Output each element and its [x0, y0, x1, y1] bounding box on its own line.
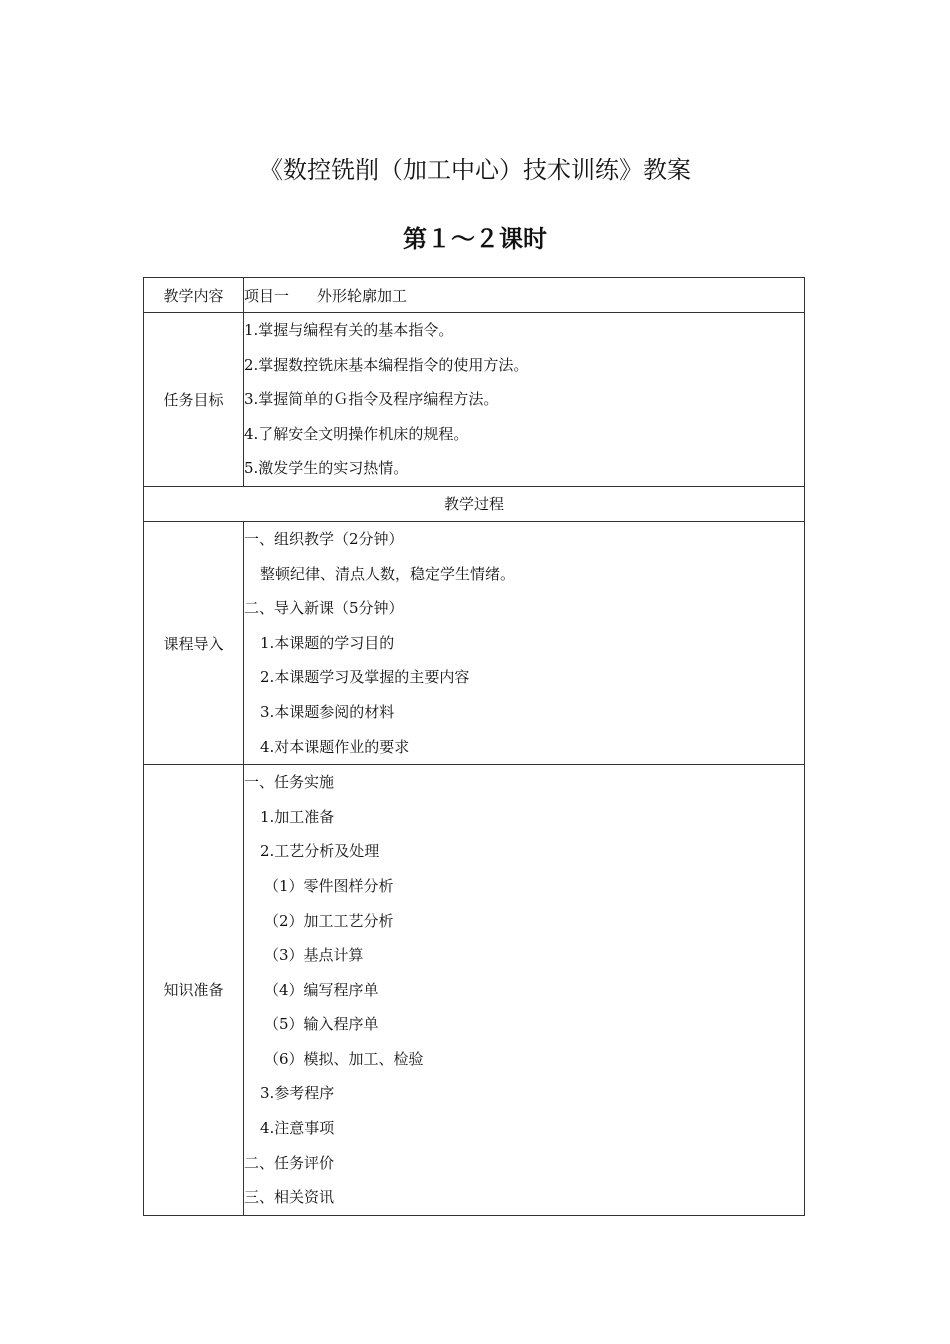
project-name: 外形轮廓加工 — [317, 286, 408, 305]
project-number: 项目一 — [244, 286, 290, 305]
intro-item: 3.本课题参阅的材料 — [260, 702, 395, 721]
goal-item: 5.激发学生的实习热情。 — [244, 459, 409, 478]
intro-item: 1.本课题的学习目的 — [260, 633, 395, 652]
intro-item: 二、导入新课（5分钟） — [244, 599, 404, 618]
intro-item: 4.对本课题作业的要求 — [260, 737, 410, 756]
knowledge-prep-label: 知识准备 — [144, 765, 244, 1216]
teaching-content-label: 教学内容 — [144, 278, 244, 313]
lesson-plan-table — [143, 277, 805, 1216]
table-row-process — [144, 486, 805, 521]
knowledge-item: （2）加工工艺分析 — [264, 911, 394, 930]
document-title: 《数控铣削（加工中心）技术训练》教案 — [259, 156, 691, 184]
intro-item: 一、组织教学（2分钟） — [244, 529, 404, 548]
knowledge-item: 一、任务实施 — [244, 773, 335, 792]
knowledge-item: 2.工艺分析及处理 — [260, 842, 380, 861]
intro-item: 整顿纪律、清点人数，稳定学生情绪。 — [260, 564, 516, 583]
task-goals-label: 任务目标 — [144, 313, 244, 487]
knowledge-item: 1.加工准备 — [260, 807, 335, 826]
goal-item: 3.掌握简单的Ｇ指令及程序编程方法。 — [244, 390, 499, 409]
goal-item: 4.了解安全文明操作机床的规程。 — [244, 424, 469, 443]
knowledge-item: （3）基点计算 — [264, 946, 364, 965]
knowledge-item: （5）输入程序单 — [264, 1015, 379, 1034]
goal-item: 1.掌握与编程有关的基本指令。 — [244, 321, 454, 339]
knowledge-item: 3.参考程序 — [260, 1084, 335, 1103]
course-intro-list — [244, 521, 805, 764]
knowledge-item: （4）编写程序单 — [264, 980, 379, 999]
teaching-process-header: 教学过程 — [144, 486, 805, 521]
course-intro-label: 课程导入 — [144, 521, 244, 764]
knowledge-item: 4.注意事项 — [260, 1119, 335, 1138]
knowledge-item: 三、相关资讯 — [244, 1188, 335, 1207]
table-row-content — [144, 278, 805, 313]
task-goals-list — [244, 313, 805, 487]
knowledge-prep-list — [244, 765, 805, 1216]
teaching-content-value — [244, 278, 805, 313]
knowledge-item: （1）零件图样分析 — [264, 876, 394, 895]
knowledge-item: 二、任务评价 — [244, 1153, 335, 1172]
table-row-intro — [144, 521, 805, 764]
knowledge-item: （6）模拟、加工、检验 — [264, 1049, 424, 1068]
table-row-knowledge — [144, 765, 805, 1216]
goal-item: 2.掌握数控铣床基本编程指令的使用方法。 — [244, 355, 529, 374]
intro-item: 2.本课题学习及掌握的主要内容 — [260, 668, 470, 687]
table-row-goals — [144, 313, 805, 487]
lesson-period-heading: 第１～２课时 — [403, 225, 547, 253]
